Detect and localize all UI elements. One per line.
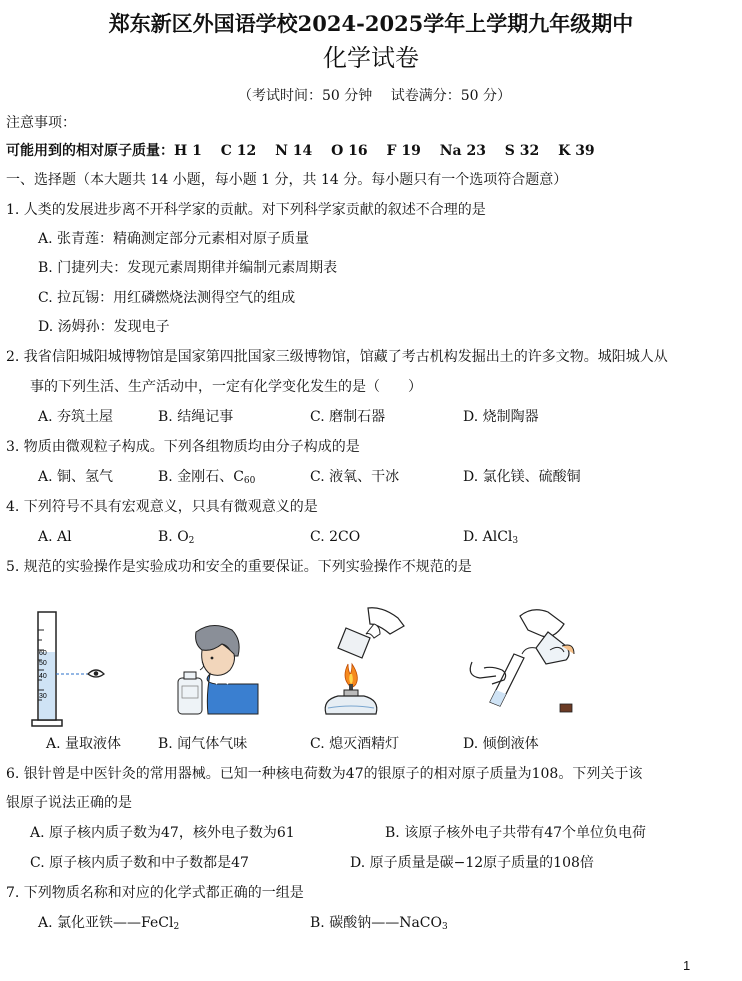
q5-stem: 5. 规范的实验操作是实验成功和安全的重要保证。下列实验操作不规范的是 <box>6 559 472 575</box>
q6-option-b: B. 该原子核外电子共带有47个单位负电荷 <box>385 825 647 841</box>
q2-stem-line1: 2. 我省信阳城阳城博物馆是国家第四批国家三级博物馆，馆藏了考古机构发掘出土的许多文物。城阳城人从 <box>6 349 668 365</box>
section-heading: 一、选择题（本大题共 14 小题，每小题 1 分，共 14 分。每小题只有一个选项符合题意） <box>6 172 568 188</box>
q7-option-a: A. 氯化亚铁——FeCl$_2$ <box>38 915 180 932</box>
exam-title: 郑东新区外国语学校2024-2025学年上学期九年级期中 <box>108 11 634 36</box>
q5-option-c: C. 熄灭酒精灯 <box>310 736 400 752</box>
q2-option-b: B. 结绳记事 <box>158 409 234 425</box>
tick-label-40: 40 <box>39 673 47 680</box>
q6-stem-line2: 银原子说法正确的是 <box>6 795 132 811</box>
tick-label-60: 60 <box>39 650 47 657</box>
q7-stem: 7. 下列物质名称和对应的化学式都正确的一组是 <box>6 885 304 901</box>
q3-stem: 3. 物质由微观粒子构成。下列各组物质均由分子构成的是 <box>6 439 360 455</box>
q4-option-c: C. 2CO <box>310 529 361 545</box>
q1-option-b: B. 门捷列夫：发现元素周期律并编制元素周期表 <box>38 260 338 276</box>
q4-option-a: A. Al <box>38 529 72 545</box>
notes-label: 注意事项： <box>6 115 76 131</box>
exam-subtitle: 化学试卷 <box>323 44 419 72</box>
exam-info: （考试时间：50 分钟 试卷满分：50 分） <box>238 88 511 104</box>
figure-smelling-gas <box>172 622 262 717</box>
q1-option-d: D. 汤姆孙：发现电子 <box>38 319 170 335</box>
q6-option-a: A. 原子核内质子数为47，核外电子数为61 <box>30 825 295 841</box>
q6-stem-line1: 6. 银针曾是中医针灸的常用器械。已知一种核电荷数为47的银原子的相对原子质量为108。下列关于该 <box>6 766 643 782</box>
figure-graduated-cylinder <box>30 608 110 733</box>
atomic-mass-line: 可能用到的相对原子质量：H 1 C 12 N 14 O 16 F 19 Na 23 S 32 K 39 <box>6 143 595 159</box>
figure-alcohol-lamp <box>318 604 418 724</box>
q4-option-d: D. AlCl$_3$ <box>463 529 519 546</box>
q1-stem: 1. 人类的发展进步离不开科学家的贡献。对下列科学家贡献的叙述不合理的是 <box>6 202 486 218</box>
q5-option-d: D. 倾倒液体 <box>463 736 539 752</box>
figure-pouring-liquid <box>462 606 587 721</box>
q4-stem: 4. 下列符号不具有宏观意义，只具有微观意义的是 <box>6 499 318 515</box>
q5-option-b: B. 闻气体气味 <box>158 736 248 752</box>
q5-option-a: A. 量取液体 <box>46 736 122 752</box>
q7-option-b: B. 碳酸钠——NaCO$_3$ <box>310 915 448 932</box>
q2-option-d: D. 烧制陶器 <box>463 409 539 425</box>
q2-option-a: A. 夯筑土屋 <box>38 409 114 425</box>
q1-option-c: C. 拉瓦锡：用红磷燃烧法测得空气的组成 <box>38 290 296 306</box>
page-number: 1 <box>683 958 691 973</box>
q3-option-a: A. 铜、氢气 <box>38 469 114 485</box>
q6-option-c: C. 原子核内质子数和中子数都是47 <box>30 855 249 871</box>
tick-label-30: 30 <box>39 693 47 700</box>
tick-label-50: 50 <box>39 660 47 667</box>
q3-option-c: C. 液氧、干冰 <box>310 469 400 485</box>
q3-option-d: D. 氯化镁、硫酸铜 <box>463 469 581 485</box>
q3-option-b: B. 金刚石、$C_{60}$ <box>158 469 256 486</box>
q4-option-b: B. $O_2$ <box>158 529 195 546</box>
q1-option-a: A. 张青莲：精确测定部分元素相对原子质量 <box>38 231 310 247</box>
q2-stem-line2: 事的下列生活、生产活动中，一定有化学变化发生的是（ ） <box>30 379 422 395</box>
q2-option-c: C. 磨制石器 <box>310 409 386 425</box>
q6-option-d: D. 原子质量是碳−12原子质量的108倍 <box>350 855 594 871</box>
